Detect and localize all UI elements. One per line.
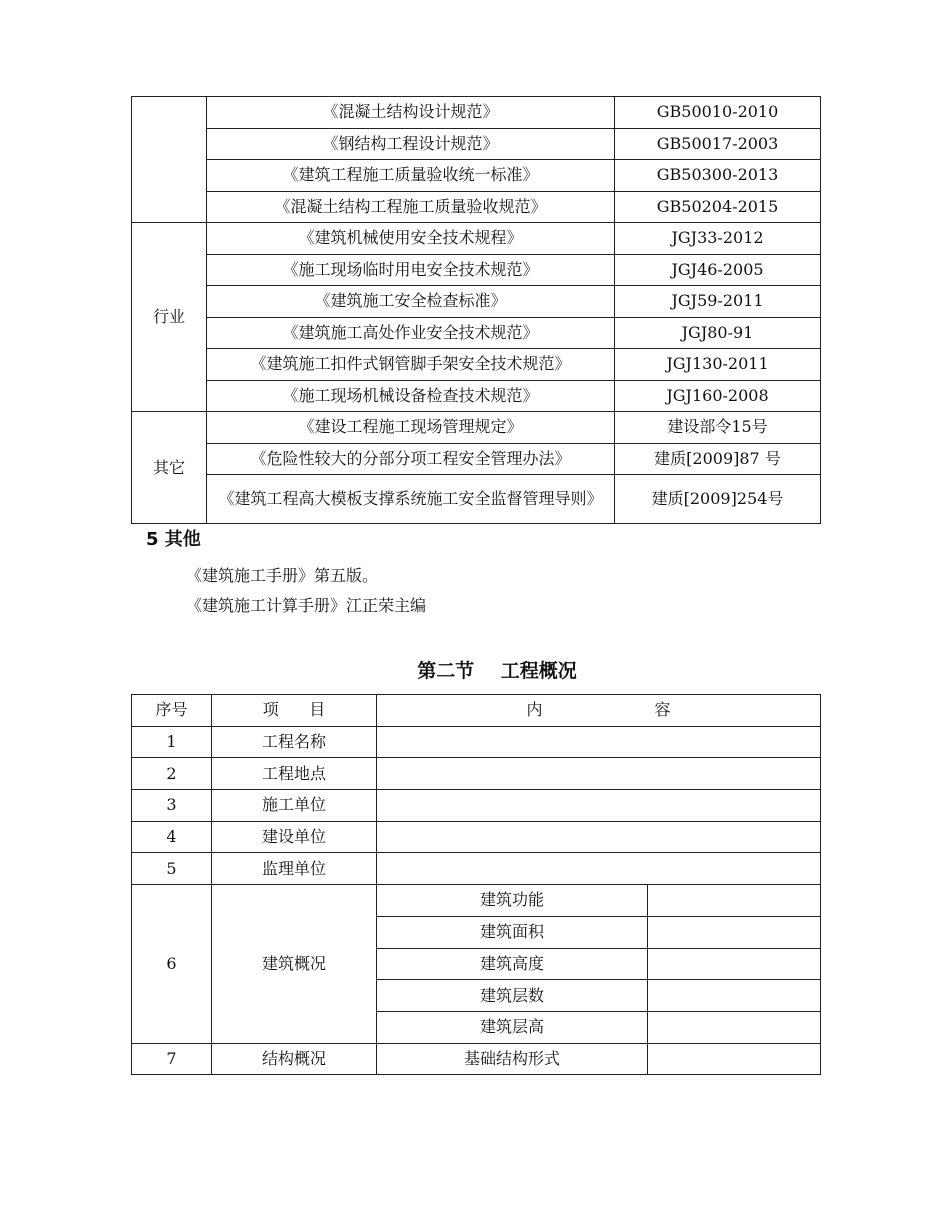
table-row bbox=[132, 286, 821, 318]
sub-value bbox=[648, 1043, 821, 1075]
row-no: 7 bbox=[132, 1043, 212, 1075]
table-row bbox=[132, 412, 821, 444]
standard-code: JGJ33-2012 bbox=[615, 223, 821, 255]
standard-name: 《混凝土结构设计规范》 bbox=[207, 97, 615, 129]
sub-value bbox=[648, 1011, 821, 1043]
category-cell: 其它 bbox=[132, 412, 207, 524]
row-no: 1 bbox=[132, 726, 212, 758]
standard-code: JGJ59-2011 bbox=[615, 286, 821, 318]
standard-name: 《钢结构工程设计规范》 bbox=[207, 128, 615, 160]
table-row bbox=[132, 853, 821, 885]
table-row bbox=[132, 349, 821, 381]
standard-name: 《建筑工程高大模板支撑系统施工安全监督管理导则》 bbox=[207, 475, 615, 524]
standard-name: 《建设工程施工现场管理规定》 bbox=[207, 412, 615, 444]
sub-value bbox=[648, 885, 821, 917]
sub-value bbox=[648, 948, 821, 980]
standard-name: 《建筑施工高处作业安全技术规范》 bbox=[207, 317, 615, 349]
category-cell bbox=[132, 97, 207, 223]
standard-code: 建设部令15号 bbox=[615, 412, 821, 444]
table-row bbox=[132, 726, 821, 758]
table-row bbox=[132, 443, 821, 475]
standard-code: GB50017-2003 bbox=[615, 128, 821, 160]
reference-line: 《建筑施工手册》第五版。 bbox=[186, 566, 379, 585]
standard-code: 建质[2009]254号 bbox=[615, 475, 821, 524]
table-row bbox=[132, 821, 821, 853]
standard-code: GB50204-2015 bbox=[615, 191, 821, 223]
table-row bbox=[132, 128, 821, 160]
table-row bbox=[132, 758, 821, 790]
row-content bbox=[377, 821, 821, 853]
sub-item: 建筑功能 bbox=[377, 885, 648, 917]
sub-value bbox=[648, 916, 821, 948]
table-row bbox=[132, 97, 821, 129]
header-content: 内 容 bbox=[377, 695, 821, 727]
row-no: 6 bbox=[132, 885, 212, 1043]
row-no: 3 bbox=[132, 790, 212, 822]
row-item: 监理单位 bbox=[212, 853, 377, 885]
row-item: 施工单位 bbox=[212, 790, 377, 822]
sub-item: 建筑层高 bbox=[377, 1011, 648, 1043]
row-no: 2 bbox=[132, 758, 212, 790]
sub-item: 建筑面积 bbox=[377, 916, 648, 948]
header-no: 序号 bbox=[132, 695, 212, 727]
row-content bbox=[377, 758, 821, 790]
category-cell: 行业 bbox=[132, 223, 207, 412]
section-title-text: 第二节 工程概况 bbox=[417, 660, 577, 682]
reference-line: 《建筑施工计算手册》江正荣主编 bbox=[186, 596, 427, 615]
row-content bbox=[377, 726, 821, 758]
header-item: 项 目 bbox=[212, 695, 377, 727]
section-heading: 5 其他 bbox=[146, 529, 201, 550]
table-row bbox=[132, 160, 821, 192]
row-no: 5 bbox=[132, 853, 212, 885]
row-content bbox=[377, 790, 821, 822]
row-no: 4 bbox=[132, 821, 212, 853]
standard-name: 《危险性较大的分部分项工程安全管理办法》 bbox=[207, 443, 615, 475]
standard-name: 《建筑工程施工质量验收统一标准》 bbox=[207, 160, 615, 192]
table-row bbox=[132, 380, 821, 412]
table-header-row bbox=[132, 695, 821, 727]
sub-item: 建筑高度 bbox=[377, 948, 648, 980]
standard-name: 《建筑机械使用安全技术规程》 bbox=[207, 223, 615, 255]
standard-code: JGJ130-2011 bbox=[615, 349, 821, 381]
table-row bbox=[132, 223, 821, 255]
standard-name: 《建筑施工安全检查标准》 bbox=[207, 286, 615, 318]
row-content bbox=[377, 853, 821, 885]
standard-code: JGJ80-91 bbox=[615, 317, 821, 349]
standard-code: GB50010-2010 bbox=[615, 97, 821, 129]
row-item: 结构概况 bbox=[212, 1043, 377, 1075]
row-item: 工程地点 bbox=[212, 758, 377, 790]
section-title bbox=[0, 656, 950, 683]
standard-name: 《建筑施工扣件式钢管脚手架安全技术规范》 bbox=[207, 349, 615, 381]
standard-code: JGJ46-2005 bbox=[615, 254, 821, 286]
sub-value bbox=[648, 980, 821, 1012]
sub-item: 建筑层数 bbox=[377, 980, 648, 1012]
standard-name: 《施工现场临时用电安全技术规范》 bbox=[207, 254, 615, 286]
table-row bbox=[132, 317, 821, 349]
standard-code: JGJ160-2008 bbox=[615, 380, 821, 412]
table-row bbox=[132, 1043, 821, 1075]
row-item: 工程名称 bbox=[212, 726, 377, 758]
standard-code: 建质[2009]87 号 bbox=[615, 443, 821, 475]
table-row bbox=[132, 475, 821, 524]
sub-item: 基础结构形式 bbox=[377, 1043, 648, 1075]
standards-table bbox=[131, 96, 821, 524]
table-row bbox=[132, 254, 821, 286]
table-row bbox=[132, 191, 821, 223]
standard-name: 《混凝土结构工程施工质量验收规范》 bbox=[207, 191, 615, 223]
table-row bbox=[132, 790, 821, 822]
row-item: 建设单位 bbox=[212, 821, 377, 853]
table-row bbox=[132, 885, 821, 917]
standard-name: 《施工现场机械设备检查技术规范》 bbox=[207, 380, 615, 412]
project-overview-table bbox=[131, 694, 821, 1075]
row-item: 建筑概况 bbox=[212, 885, 377, 1043]
standard-code: GB50300-2013 bbox=[615, 160, 821, 192]
